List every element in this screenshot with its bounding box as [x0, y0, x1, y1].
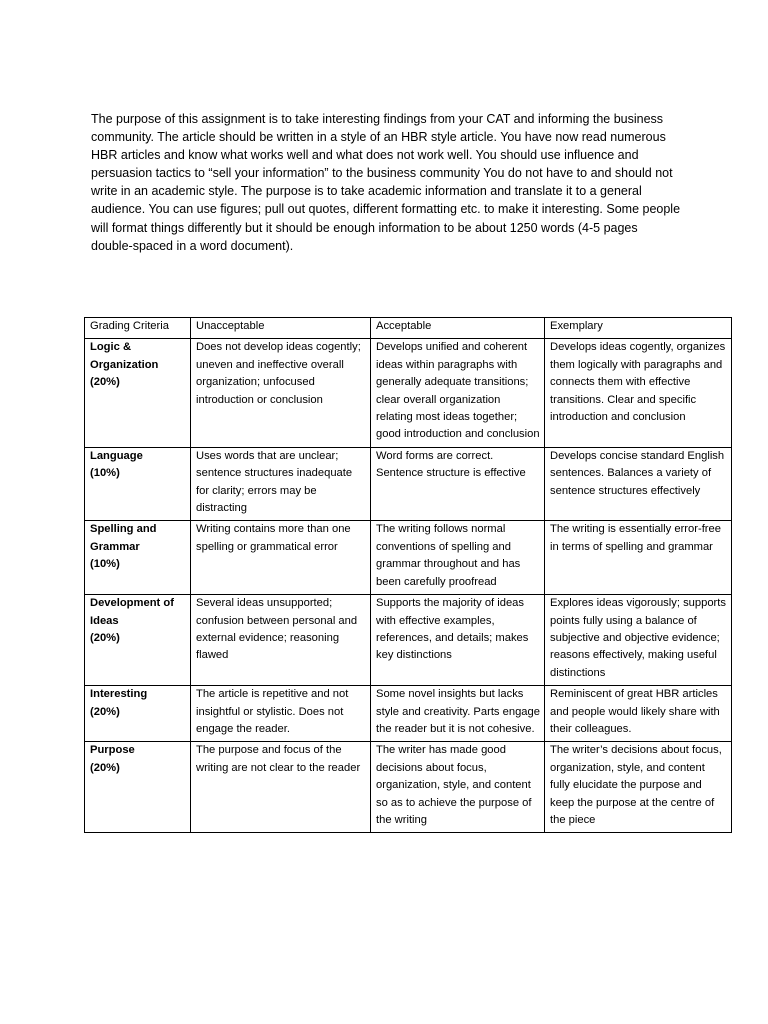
criteria-cell [85, 686, 191, 742]
acceptable-cell: Develops unified and coherent ideas within paragraphs with generally adequate transitions; clear overall organization relating most ideas together; good introduction and conclusion [371, 339, 545, 447]
unacceptable-cell: The article is repetitive and not insightful or stylistic. Does not engage the reader. [191, 686, 371, 742]
acceptable-cell: Word forms are correct. Sentence structure is effective [371, 447, 545, 521]
unacceptable-cell: Several ideas unsupported; confusion between personal and external evidence; reasoning flawed [191, 595, 371, 686]
criteria-cell [85, 339, 191, 447]
criteria-cell [85, 595, 191, 686]
unacceptable-cell: Writing contains more than one spelling or grammatical error [191, 521, 371, 595]
header-exemplary: Exemplary [545, 318, 732, 339]
grading-rubric-table [84, 317, 732, 833]
unacceptable-cell: Does not develop ideas cogently; uneven and ineffective overall organization; unfocused introduction or conclusion [191, 339, 371, 447]
criteria-name: Interesting [90, 688, 148, 701]
criteria-name: Spelling and Grammar [90, 523, 157, 553]
table-header-row [85, 318, 732, 339]
table-row [85, 686, 732, 742]
criteria-name: Language [90, 449, 143, 462]
criteria-cell [85, 742, 191, 833]
criteria-weight: (10%) [90, 467, 120, 480]
exemplary-cell: Explores ideas vigorously; supports points fully using a balance of subjective and objective evidence; reasons effectively, making useful distinctions [545, 595, 732, 686]
table-row [85, 742, 732, 833]
criteria-cell [85, 521, 191, 595]
table-row [85, 447, 732, 521]
criteria-name: Purpose [90, 744, 135, 757]
acceptable-cell: The writer has made good decisions about focus, organization, style, and content so as to achieve the purpose of the writing [371, 742, 545, 833]
table-row [85, 339, 732, 447]
header-grading-criteria: Grading Criteria [85, 318, 191, 339]
acceptable-cell: The writing follows normal conventions of spelling and grammar throughout and has been carefully proofread [371, 521, 545, 595]
exemplary-cell: Develops ideas cogently, organizes them logically with paragraphs and connects them with effective transitions. Clear and specific introduction and conclusion [545, 339, 732, 447]
criteria-weight: (20%) [90, 631, 120, 644]
unacceptable-cell: The purpose and focus of the writing are not clear to the reader [191, 742, 371, 833]
exemplary-cell: The writer’s decisions about focus, organization, style, and content fully elucidate the purpose and keep the purpose at the centre of the piece [545, 742, 732, 833]
assignment-description: The purpose of this assignment is to take interesting findings from your CAT and informing the business community. The article should be written in a style of an HBR style article. You have now read numerous HBR articles and know what works well and what does not work well. You should use influence and persuasion tactics to “sell your information” to the business community You do not have to and should not write in an academic style. The purpose is to take academic information and translate it to a general audience. You can use figures; pull out quotes, different formatting etc. to make it interesting. Some people will format things differently but it should be enough information to be about 1250 words (4-5 pages double-spaced in a word document). [91, 112, 681, 253]
table-row [85, 595, 732, 686]
exemplary-cell: The writing is essentially error-free in terms of spelling and grammar [545, 521, 732, 595]
criteria-weight: (20%) [90, 761, 120, 774]
criteria-cell [85, 447, 191, 521]
header-acceptable: Acceptable [371, 318, 545, 339]
header-unacceptable: Unacceptable [191, 318, 371, 339]
criteria-weight: (10%) [90, 558, 120, 571]
exemplary-cell: Develops concise standard English sentences. Balances a variety of sentence structures effectively [545, 447, 732, 521]
criteria-name: Logic & Organization [90, 341, 159, 371]
criteria-name: Development of Ideas [90, 597, 174, 627]
criteria-weight: (20%) [90, 705, 120, 718]
table-row [85, 521, 732, 595]
acceptable-cell: Supports the majority of ideas with effective examples, references, and details; makes key distinctions [371, 595, 545, 686]
criteria-weight: (20%) [90, 376, 120, 389]
unacceptable-cell: Uses words that are unclear; sentence structures inadequate for clarity; errors may be distracting [191, 447, 371, 521]
acceptable-cell: Some novel insights but lacks style and creativity. Parts engage the reader but it is not cohesive. [371, 686, 545, 742]
exemplary-cell: Reminiscent of great HBR articles and people would likely share with their colleagues. [545, 686, 732, 742]
